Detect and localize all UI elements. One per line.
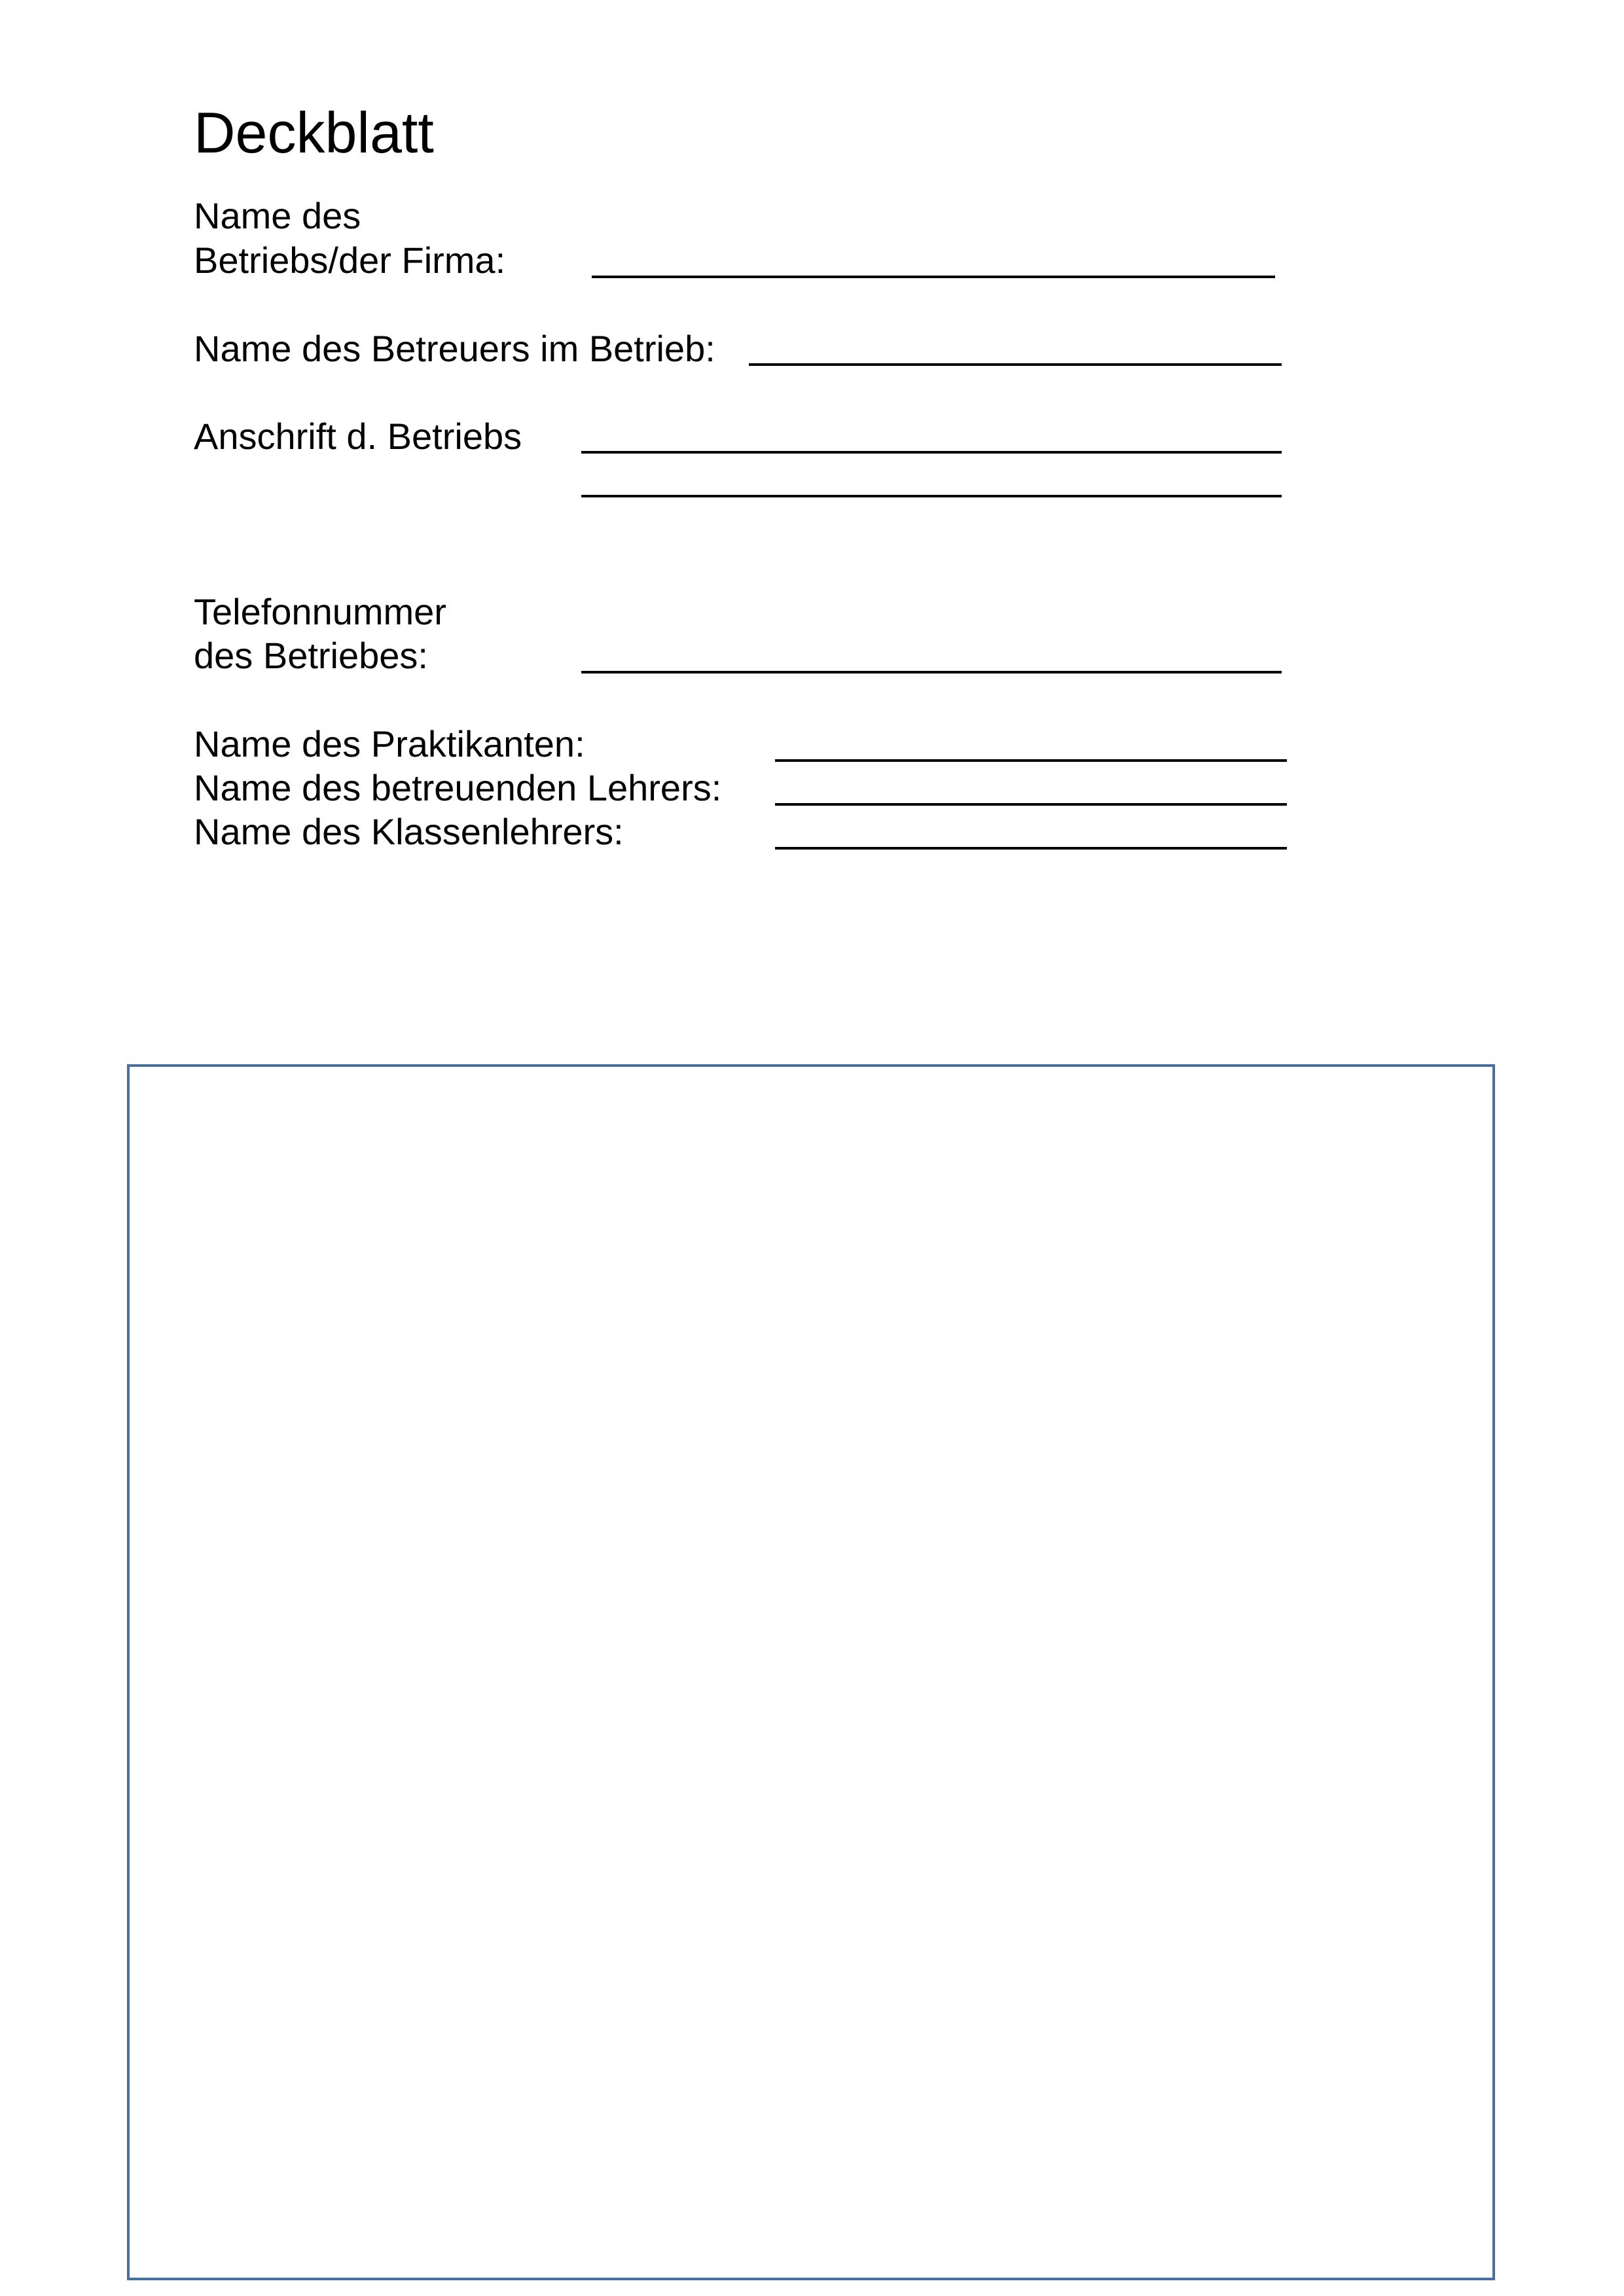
class-teacher-field[interactable] [775, 847, 1287, 850]
company-address-field-line2[interactable] [581, 495, 1282, 497]
company-address-field-line1[interactable] [581, 451, 1282, 454]
company-address-label: Anschrift d. Betriebs [194, 416, 522, 457]
company-phone-label-line1: Telefonnummer [194, 591, 446, 632]
company-phone-field[interactable] [581, 671, 1282, 673]
supervising-teacher-label: Name des betreuenden Lehrers: [194, 767, 722, 808]
supervising-teacher-field[interactable] [775, 803, 1287, 806]
class-teacher-label: Name des Klassenlehrers: [194, 811, 624, 852]
intern-name-label: Name des Praktikanten: [194, 723, 585, 764]
company-name-label-line2: Betriebs/der Firma: [194, 240, 506, 281]
company-name-label-line1: Name des [194, 195, 361, 236]
supervisor-name-field[interactable] [749, 363, 1282, 366]
company-phone-label-line2: des Betriebes: [194, 635, 428, 676]
company-name-field[interactable] [592, 276, 1275, 278]
intern-name-field[interactable] [775, 759, 1287, 762]
image-placeholder-frame [127, 1064, 1495, 2280]
supervisor-name-label: Name des Betreuers im Betrieb: [194, 328, 715, 369]
page-title: Deckblatt [194, 100, 434, 165]
